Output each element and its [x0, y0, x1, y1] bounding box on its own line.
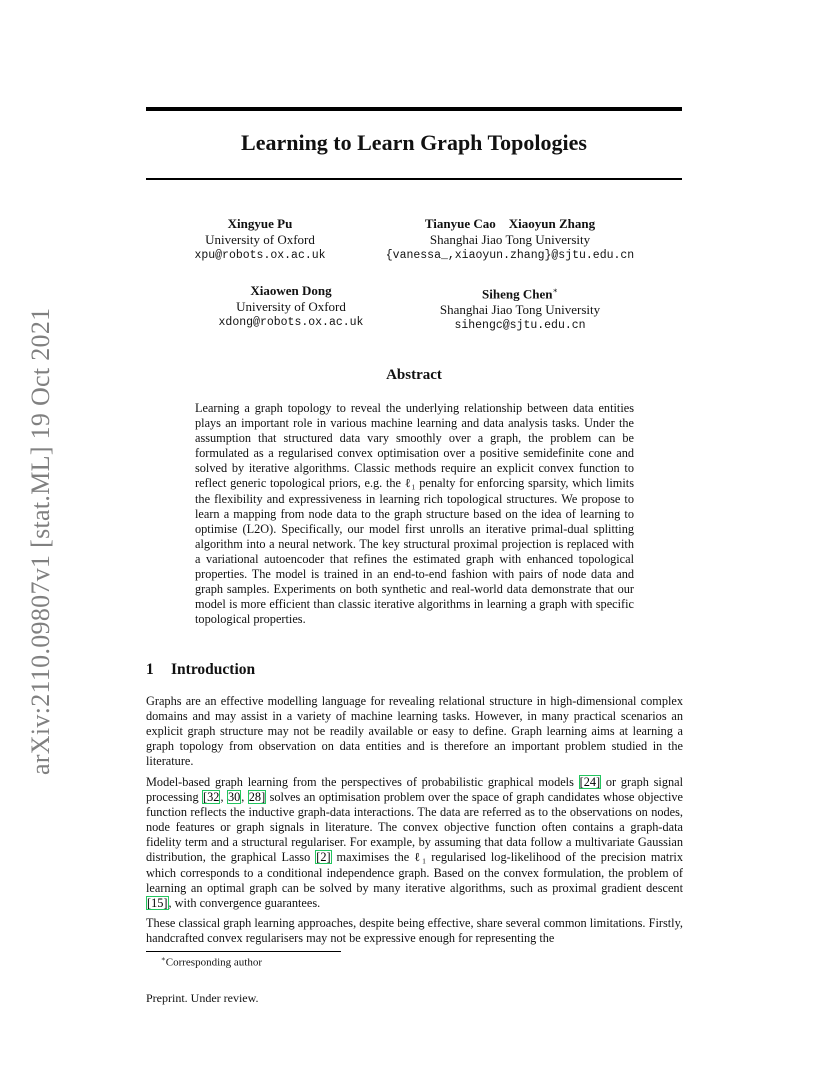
- author-name: Tianyue Cao Xiaoyun Zhang: [424, 216, 596, 231]
- corresponding-mark: ∗: [552, 286, 558, 295]
- author-email: sihengc@sjtu.edu.cn: [454, 319, 586, 333]
- title-top-rule: [146, 107, 682, 111]
- author-name: Xiaowen Dong: [250, 283, 332, 298]
- author-email: xdong@robots.ox.ac.uk: [218, 316, 364, 329]
- section-number: 1: [146, 661, 154, 678]
- citation-link[interactable]: [32: [203, 790, 220, 805]
- author-name: [420, 283, 620, 302]
- paragraph-text: ,: [241, 790, 248, 805]
- footnote-text: Corresponding author: [165, 956, 262, 969]
- citation-link[interactable]: [24]: [579, 775, 601, 789]
- paragraph-text: maximises the ℓ₁ regularised log-likelihood of the precision matrix which corresponds to a conditional independence graph. Based on the convex formulation, the problem of learning an optimal graph can be solved by many iterative algorithms, such as proximal gradient descent: [146, 850, 683, 895]
- footnote: [161, 955, 262, 969]
- abstract-heading: Abstract: [386, 367, 442, 383]
- abstract-text: Learning a graph topology to reveal the underlying relationship between data entities plays an important role in various machine learning and data analysis tasks. Under the assumption that structured data vary smoothly over a graph, the problem can be formulated as a regularised convex optimisation over a positive semidefinite cone and solved by iterative algorithms. Classic methods require an explicit convex function to reflect generic topological priors, e.g. the ℓ₁ penalty for enforcing sparsity, which limits the flexibility and expressiveness in learning rich topological structures. We propose to learn a mapping from node data to the graph structure based on the idea of learning to optimise (L2O). Specifically, our model first unrolls an iterative primal-dual splitting algorithm into a neural network. The key structural proximal projection is replaced with a variational autoencoder that refines the estimated graph with enhanced topological properties. The model is trained in an end-to-end fashion with pairs of node data and graph samples. Experiments on both synthetic and real-world data demonstrate that our model is more efficient than classic iterative algorithms in learning a graph with specific topological properties.: [195, 401, 634, 627]
- citation-link[interactable]: [15]: [147, 895, 168, 910]
- paragraph-text: Model-based graph learning from the perspectives of probabilistic graphical models: [146, 775, 579, 789]
- section-heading: [146, 661, 255, 679]
- author-affiliation: University of Oxford: [205, 232, 315, 247]
- author-affiliation: University of Oxford: [236, 299, 346, 314]
- author-affiliation: Shanghai Jiao Tong University: [439, 302, 601, 318]
- citation-link[interactable]: 28]: [248, 790, 266, 805]
- paragraph-text: , with convergence guarantees.: [168, 895, 321, 910]
- intro-paragraph-2: [146, 775, 683, 911]
- author-name: Xingyue Pu: [227, 216, 293, 231]
- author-block-dong: [196, 283, 386, 331]
- author-affiliation: Shanghai Jiao Tong University: [429, 232, 591, 247]
- author-block-chen: [420, 283, 620, 334]
- author-name-text: Siheng Chen: [482, 286, 553, 302]
- preprint-footer: Preprint. Under review.: [146, 991, 259, 1005]
- citation-link[interactable]: [2]: [316, 850, 331, 865]
- title-bottom-rule: [146, 178, 682, 180]
- section-title: Introduction: [171, 661, 256, 678]
- author-block-pu: [170, 216, 350, 264]
- arxiv-sidebar-stamp: arXiv:2110.09807v1 [stat.ML] 19 Oct 2021: [26, 307, 55, 775]
- paragraph-text: solves an optimisation problem over the space of graph candidates whose objective function reflects the inductive graph-data interactions. The data are referred as to the observations on nodes, node features or graph signals in literature. The convex objective function often contains a graph-data fidelity term and a structural regulariser. For example, by assuming that data follow a multivariate Gaussian distribution, the graphical Lasso: [146, 790, 683, 865]
- author-block-cao-zhang: [370, 216, 650, 264]
- paragraph-text: ,: [220, 790, 227, 805]
- footnote-rule: [146, 951, 341, 952]
- citation-link[interactable]: 30: [227, 790, 241, 805]
- author-email: {vanessa_,xiaoyun.zhang}@sjtu.edu.cn: [385, 249, 635, 262]
- intro-paragraph-1: Graphs are an effective modelling language for revealing relational structure in high-dimensional complex domains and may assist in a variety of machine learning tasks. However, in many practical scenarios an explicit graph structure may not be readily available or easy to define. Graph learning aims at learning a graph topology from observation on data entities and is therefore an important problem studied in the literature.: [146, 694, 683, 769]
- footnote-mark: ∗: [161, 955, 166, 963]
- author-email: xpu@robots.ox.ac.uk: [194, 249, 326, 262]
- intro-paragraph-3: These classical graph learning approaches, despite being effective, share several common limitations. Firstly, handcrafted convex regularisers may not be expressive enough for representing the: [146, 916, 683, 946]
- paper-title: Learning to Learn Graph Topologies: [241, 130, 587, 155]
- paragraph-text: or graph signal processing: [146, 775, 683, 805]
